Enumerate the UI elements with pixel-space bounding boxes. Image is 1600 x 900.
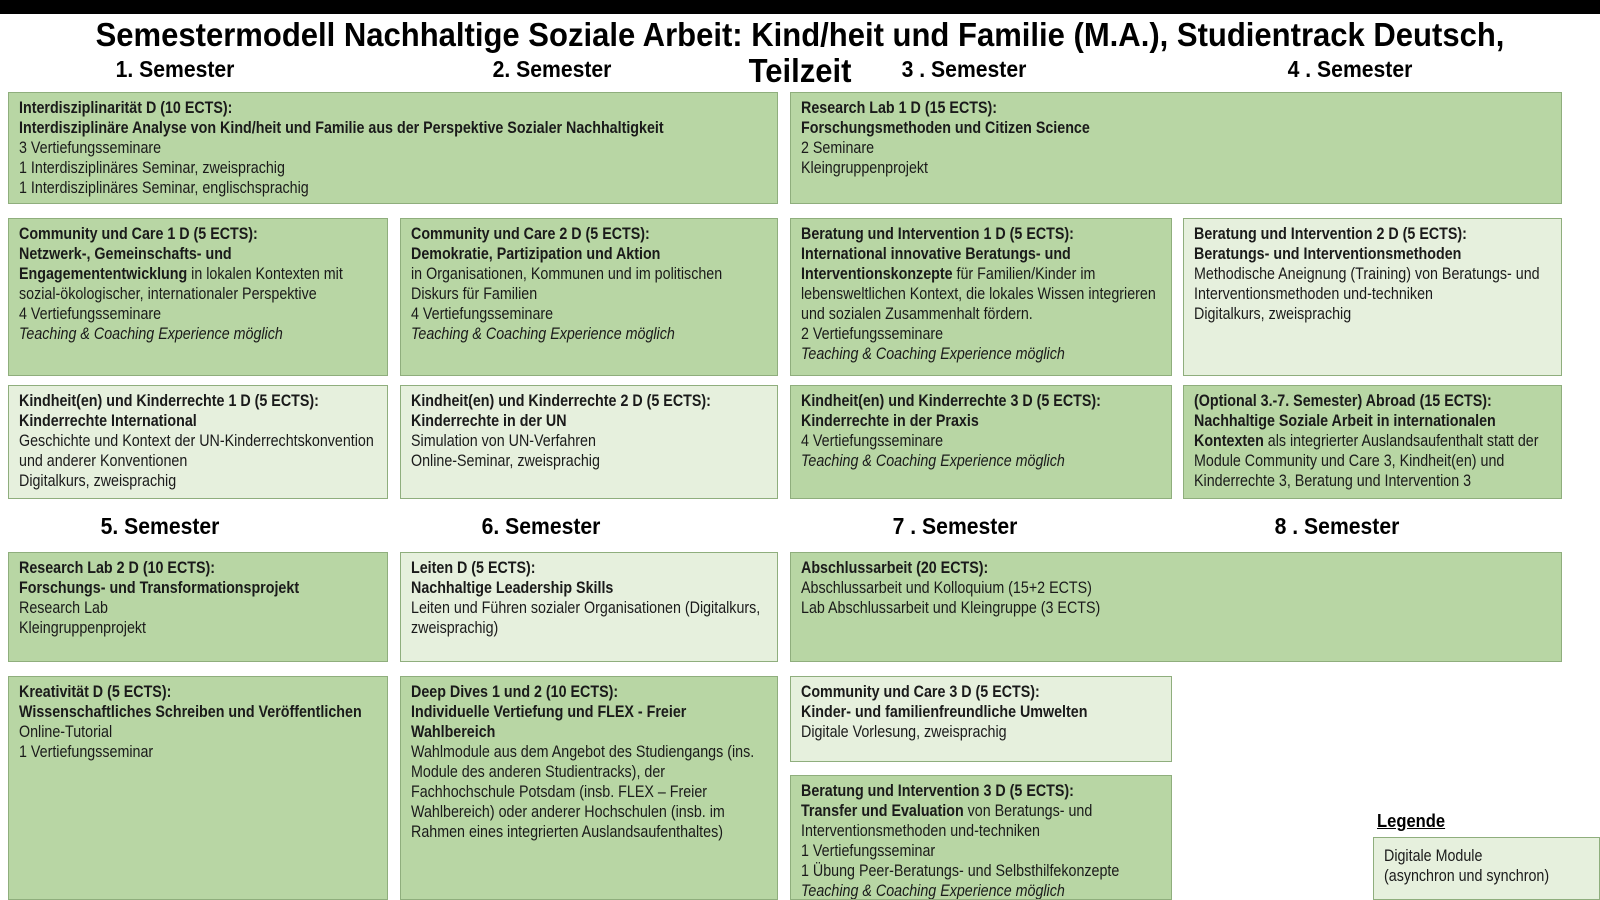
module-text-line: (Optional 3.-7. Semester) Abroad (15 ECTS): [1194,391,1492,410]
module-text-line: Teaching & Coaching Experience möglich [801,881,1065,900]
semester-header-2: 2. Semester [492,56,612,82]
module-text-line: Teaching & Coaching Experience möglich [411,324,675,343]
module-text-line: Abschlussarbeit (20 ECTS): [801,558,989,577]
module-content [801,682,1161,742]
semester-header-4: 4 . Semester [1287,56,1413,82]
module-text-line: Forschungsmethoden und Citizen Science [801,118,1090,137]
module-text-line: Leiten D (5 ECTS): [411,558,536,577]
module-text-line: 4 Vertiefungsseminare [411,304,554,323]
module-abschlussarbeit [790,552,1562,662]
module-content [801,391,1161,471]
module-content [19,391,377,491]
module-text-line: Transfer und Evaluation von Beratungs- und Interventionsmethoden und-techniken [801,801,1093,840]
module-deep-dives [400,676,778,900]
module-text-line: Digitalkurs, zweisprachig [19,471,177,490]
module-text-line: Wissenschaftliches Schreiben und Veröffentlichen [19,702,362,721]
module-beratung-und-intervention-1 [790,218,1172,376]
module-text-line: 1 Interdisziplinäres Seminar, zweisprachig [19,158,285,177]
semester-header-7: 7 . Semester [892,513,1018,539]
module-beratung-und-intervention-2 [1183,218,1562,376]
module-text-line: Digitalkurs, zweisprachig [1194,304,1352,323]
module-text-line: Teaching & Coaching Experience möglich [801,451,1065,470]
module-text-line: 1 Vertiefungsseminar [801,841,936,860]
module-text-line: Kindheit(en) und Kinderrechte 2 D (5 ECTS): [411,391,711,410]
page-title: Semestermodell Nachhaltige Soziale Arbeit: Kind/heit und Familie (M.A.), Studientrack Deutsch, Teilzeit [95,16,1505,89]
module-text-line: Abschlussarbeit und Kolloquium (15+2 ECTS) [801,578,1092,597]
module-text-line: Interdisziplinäre Analyse von Kind/heit und Familie aus der Perspektive Sozialer Nachhaltigkeit [19,118,664,137]
module-text-line: Teaching & Coaching Experience möglich [19,324,283,343]
module-text-line: Interdisziplinarität D (10 ECTS): [19,98,233,117]
module-leiten [400,552,778,662]
module-kindheit-und-kinderrechte-2 [400,385,778,499]
module-text-line: Digitale Module [1384,846,1483,865]
module-text-line: Kinder- und familienfreundliche Umwelten [801,702,1088,721]
module-content [19,682,377,762]
legend-item-content [1384,846,1589,886]
module-text-line: 2 Vertiefungsseminare [801,324,944,343]
module-text-line: Nachhaltige Soziale Arbeit in internationalen Kontexten als integrierter Auslandsaufenthalt statt der Module Community und Care 3, Kindheit(en) und Kinderrechte 3, Beratung und Intervention 3 [1194,411,1539,490]
module-text-line: Geschichte und Kontext der UN-Kinderrechtskonvention und anderer Konventionen [19,431,374,470]
module-text-line: Methodische Aneignung (Training) von Beratungs- und Interventionsmethoden und-techniken [1194,264,1540,303]
semester-header-5: 5. Semester [100,513,220,539]
module-content [411,682,767,842]
module-text-line: 1 Interdisziplinäres Seminar, englischsprachig [19,178,309,197]
module-text-line: Kleingruppenprojekt [801,158,929,177]
module-text-line: Research Lab 1 D (15 ECTS): [801,98,998,117]
module-content [801,558,1551,618]
module-text-line: Beratungs- und Interventionsmethoden [1194,244,1462,263]
module-content [19,98,767,198]
top-black-bar [0,0,1600,14]
module-community-und-care-3 [790,676,1172,762]
module-text-line: Digitale Vorlesung, zweisprachig [801,722,1007,741]
module-content [801,98,1551,178]
module-text-line: Simulation von UN-Verfahren [411,431,596,450]
module-text-line: Nachhaltige Leadership Skills [411,578,614,597]
module-text-line: Kleingruppenprojekt [19,618,147,637]
module-text-line: Beratung und Intervention 3 D (5 ECTS): [801,781,1074,800]
module-text-line: Wahlmodule aus dem Angebot des Studiengangs (ins. Module des anderen Studientracks), der Fachhochschule Potsdam (insb. FLEX – Freier Wahlbereich) oder anderer Hochschulen (insb. im Rahmen eines integrierten Auslandsaufenthaltes) [411,742,755,841]
module-kreativitaet [8,676,388,900]
module-text-line: Community und Care 3 D (5 ECTS): [801,682,1040,701]
module-content [19,558,377,638]
module-text-line: 2 Seminare [801,138,875,157]
module-text-line: Kindheit(en) und Kinderrechte 3 D (5 ECTS): [801,391,1101,410]
module-content [19,224,377,344]
semester-header-8: 8 . Semester [1274,513,1400,539]
module-text-line: Netzwerk-, Gemeinschafts- und Engagemententwicklung in lokalen Kontexten mit sozial-ökologischer, internationaler Perspektive [19,244,343,303]
module-community-und-care-1 [8,218,388,376]
module-content [1194,391,1551,491]
module-abroad-optional [1183,385,1562,499]
module-content [1194,224,1551,324]
module-text-line: Research Lab [19,598,108,617]
legend-item-digitale-module [1373,837,1600,900]
module-text-line: Lab Abschlussarbeit und Kleingruppe (3 ECTS) [801,598,1101,617]
legend-title: Legende [1377,811,1446,831]
module-content [411,224,767,344]
module-text-line: Kindheit(en) und Kinderrechte 1 D (5 ECTS): [19,391,319,410]
module-content [411,558,767,638]
semester-header-6: 6. Semester [481,513,601,539]
module-text-line: 1 Vertiefungsseminar [19,742,154,761]
module-text-line: Kreativität D (5 ECTS): [19,682,172,701]
module-text-line: Forschungs- und Transformationsprojekt [19,578,300,597]
module-research-lab-2 [8,552,388,662]
module-text-line: Community und Care 1 D (5 ECTS): [19,224,258,243]
module-text-line: Individuelle Vertiefung und FLEX - Freier Wahlbereich [411,702,687,741]
module-interdisziplinaritaet [8,92,778,204]
module-text-line: 1 Übung Peer-Beratungs- und Selbsthilfekonzepte [801,861,1120,880]
module-kindheit-und-kinderrechte-3 [790,385,1172,499]
module-text-line: Research Lab 2 D (10 ECTS): [19,558,216,577]
module-text-line: Leiten und Führen sozialer Organisationen (Digitalkurs, zweisprachig) [411,598,761,637]
module-text-line: Beratung und Intervention 2 D (5 ECTS): [1194,224,1467,243]
semester-header-3: 3 . Semester [901,56,1027,82]
module-text-line: Demokratie, Partizipation und Aktion [411,244,661,263]
module-text-line: Teaching & Coaching Experience möglich [801,344,1065,363]
module-text-line: Online-Seminar, zweisprachig [411,451,600,470]
module-text-line: Online-Tutorial [19,722,113,741]
module-text-line: Community und Care 2 D (5 ECTS): [411,224,650,243]
module-text-line: Kinderrechte in der Praxis [801,411,979,430]
module-beratung-und-intervention-3 [790,775,1172,900]
module-text-line: Beratung und Intervention 1 D (5 ECTS): [801,224,1074,243]
module-text-line: Kinderrechte in der UN [411,411,567,430]
module-content [801,781,1161,900]
module-community-und-care-2 [400,218,778,376]
module-text-line: International innovative Beratungs- und Interventionskonzepte für Familien/Kinder im lebensweltlichen Kontext, die lokales Wissen integrieren und sozialen Zusammenhalt fördern. [801,244,1156,323]
module-text-line: Kinderrechte International [19,411,197,430]
module-text-line: in Organisationen, Kommunen und im politischen Diskurs für Familien [411,264,723,303]
module-research-lab-1 [790,92,1562,204]
module-text-line: Deep Dives 1 und 2 (10 ECTS): [411,682,619,701]
module-content [801,224,1161,364]
module-text-line: 4 Vertiefungsseminare [801,431,944,450]
module-text-line: 4 Vertiefungsseminare [19,304,162,323]
module-content [411,391,767,471]
module-kindheit-und-kinderrechte-1 [8,385,388,499]
module-text-line: 3 Vertiefungsseminare [19,138,162,157]
semester-header-1: 1. Semester [115,56,235,82]
module-text-line: (asynchron und synchron) [1384,866,1550,885]
